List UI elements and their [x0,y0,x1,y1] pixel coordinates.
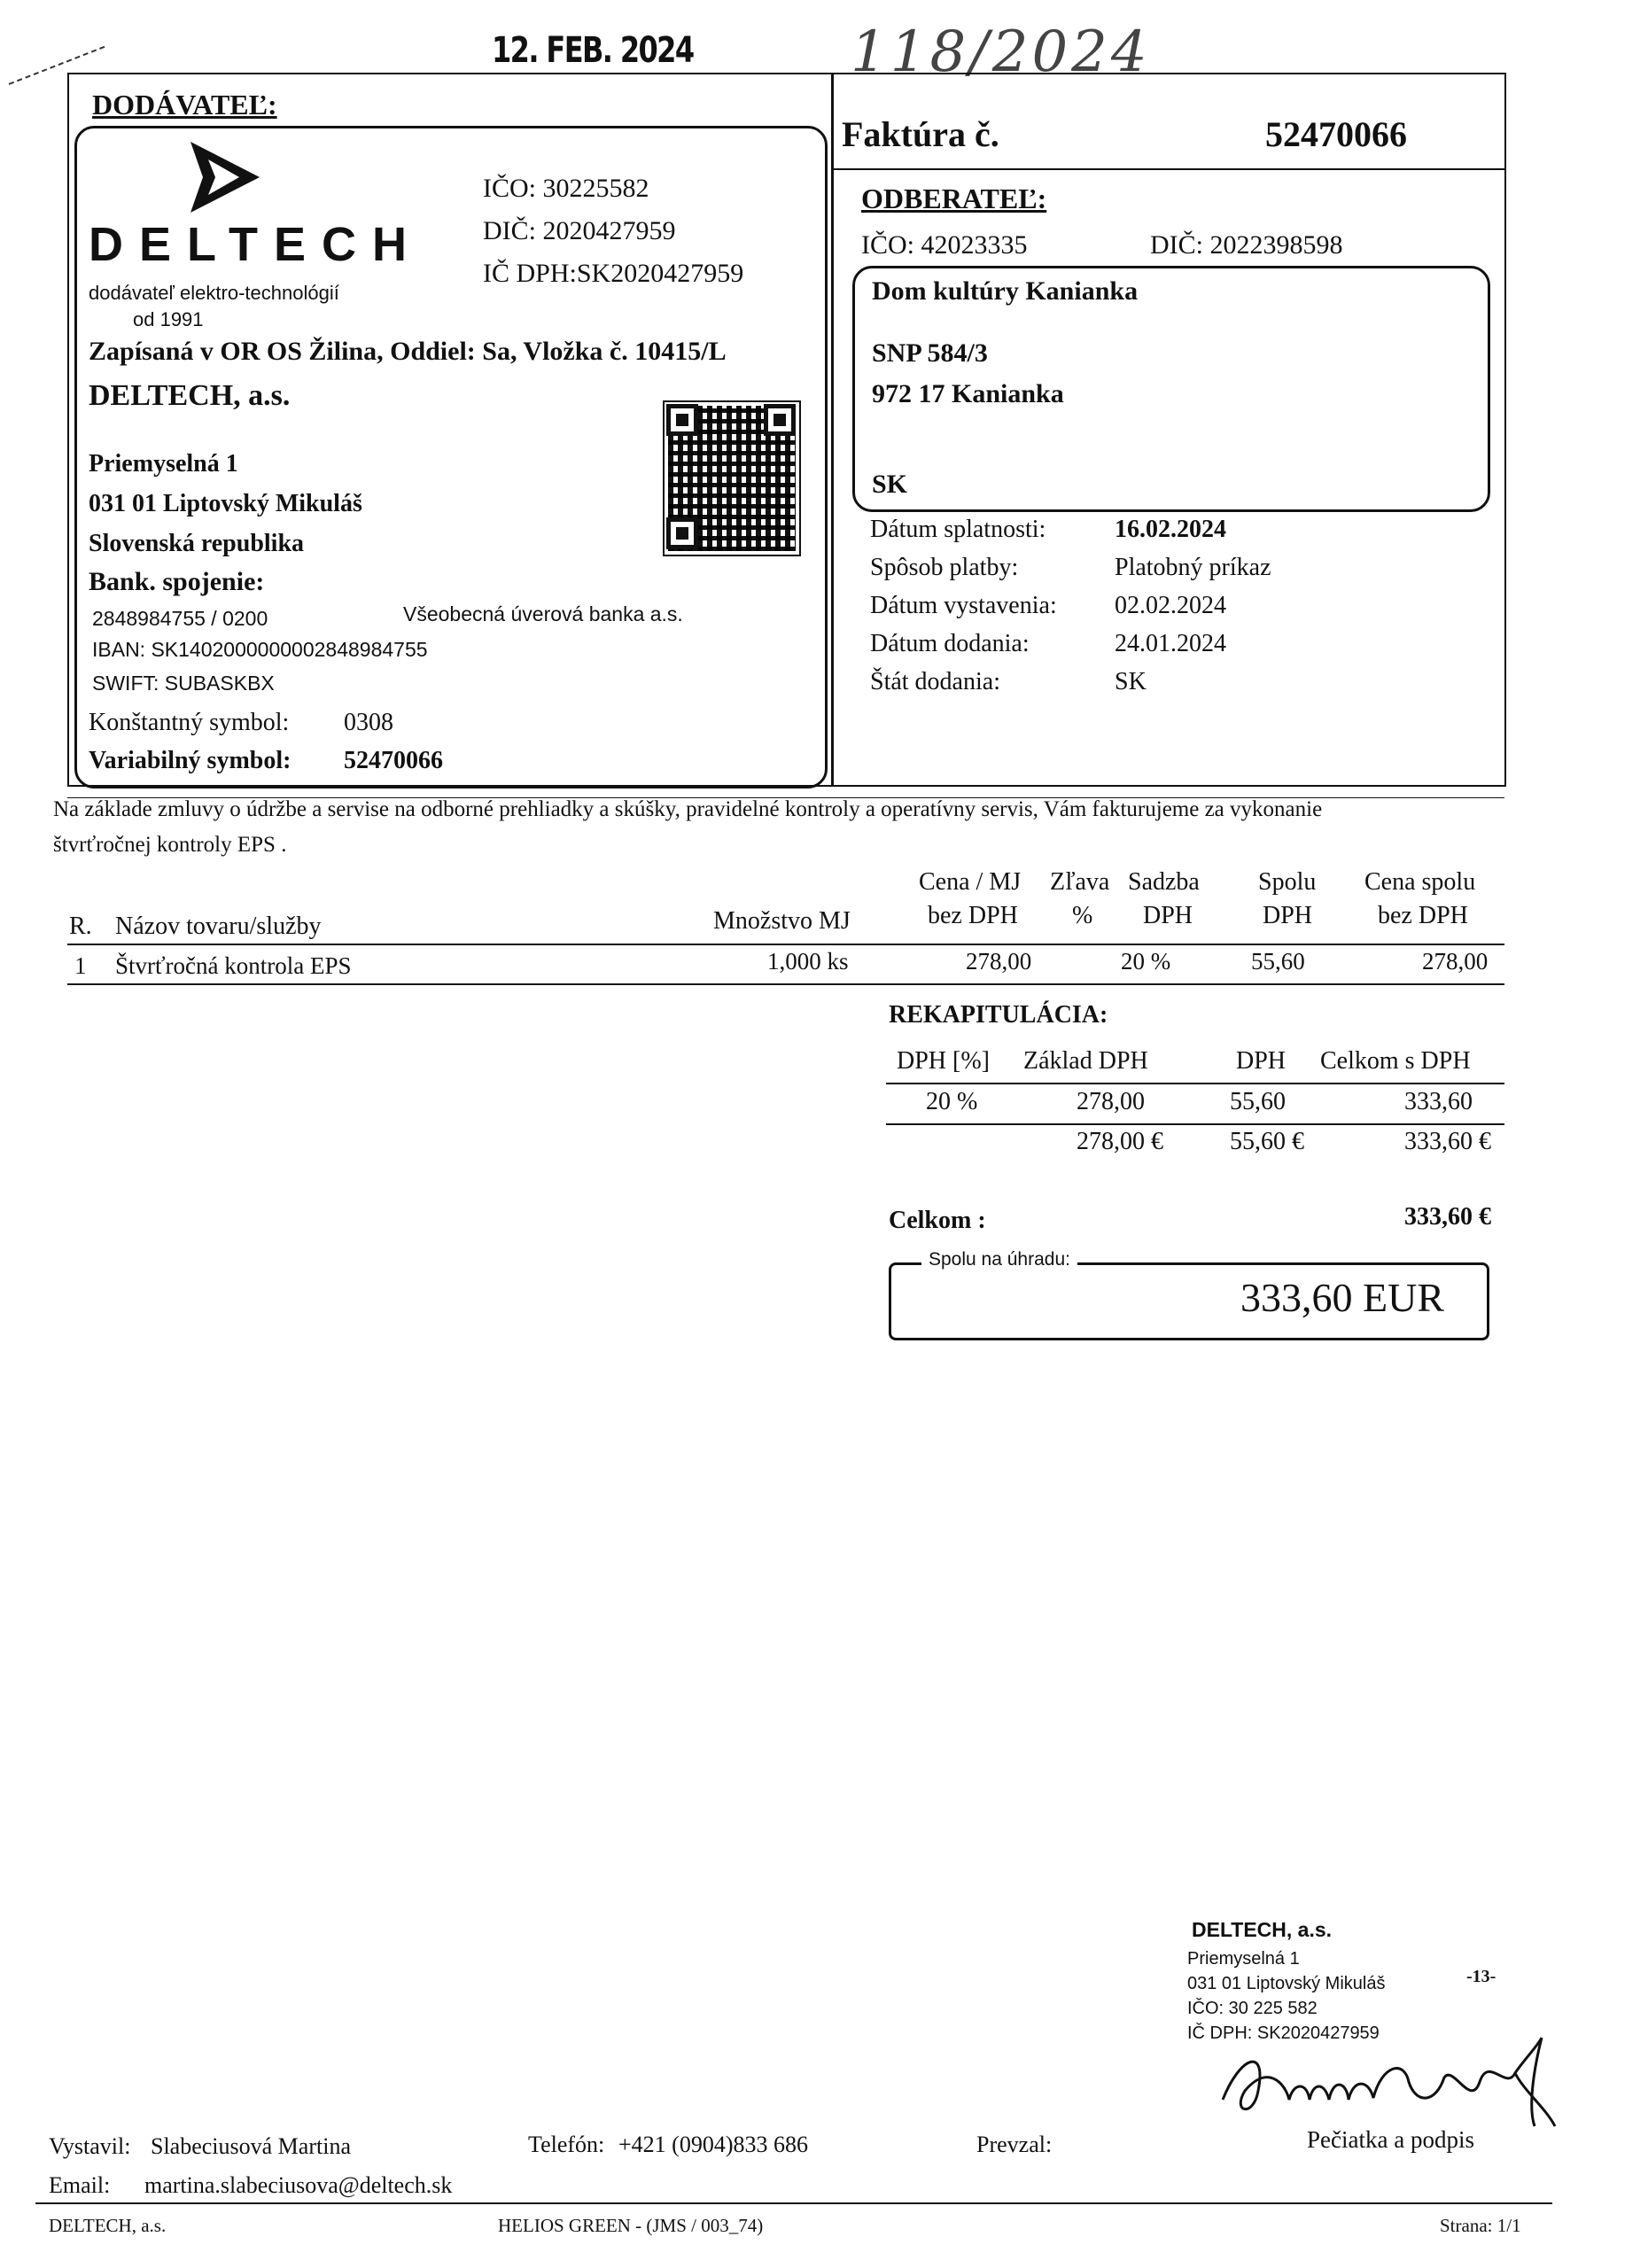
recap-vat: 55,60 [1230,1088,1286,1115]
footer-rule [35,2202,1552,2204]
item-rate: 20 % [1121,948,1171,975]
bank-name: Všeobecná úverová banka a.s. [403,602,683,625]
customer-heading: ODBERATEĽ: [861,183,1047,214]
qr-code [663,400,801,556]
col-discount-header: Zľava [1050,868,1110,896]
footer-page: Strana: 1/1 [1440,2215,1521,2236]
customer-name: Dom kultúry Kanianka [872,276,1139,306]
supplier-ico: IČO: 30225582 [483,174,649,203]
col-total-header: Cena spolu [1364,868,1476,896]
recap-vat-header: DPH [1236,1047,1287,1075]
items-bottom-rule [67,983,1504,985]
phone-label: Telefón: [528,2132,605,2157]
supplier-heading: DODÁVATEĽ: [92,89,277,120]
footer-system: HELIOS GREEN - (JMS / 003_74) [498,2215,764,2236]
signature-image [1205,2029,1577,2135]
item-total: 278,00 [1422,948,1489,975]
recap-row-rule [886,1123,1504,1125]
email-link[interactable]: martina.slabeciusova@deltech.sk [144,2172,453,2198]
supplier-registration: Zapísaná v OR OS Žilina, Oddiel: Sa, Vložka č. 10415/L [89,337,727,366]
item-row-number: 1 [74,952,87,979]
due-date-value: 16.02.2024 [1115,516,1226,543]
constant-symbol: 0308 [344,709,393,736]
recap-rate: 20 % [926,1088,978,1115]
email-label: Email: [49,2172,111,2198]
header-divider [831,73,834,787]
recap-total: 333,60 [1404,1088,1473,1115]
col-price-header: Cena / MJ [919,868,1022,896]
customer-dic: DIČ: 2022398598 [1150,230,1343,260]
stamp-company: DELTECH, a.s. [1192,1918,1333,1941]
total-label: Celkom : [889,1207,986,1234]
issued-by-name: Slabeciusová Martina [151,2133,351,2159]
recap-base: 278,00 [1077,1088,1145,1115]
delivery-date-label: Dátum dodania: [870,630,1030,657]
recap-base-header: Základ DPH [1023,1047,1148,1075]
supplier-dic: DIČ: 2020427959 [483,216,676,245]
col-name-header: Názov tovaru/služby [115,913,322,940]
stamp-ico: IČO: 30 225 582 [1187,1999,1318,2018]
delivery-date-value: 24.01.2024 [1115,630,1226,657]
payment-method-label: Spôsob platby: [870,554,1019,581]
intro-text: Na základe zmluvy o údržbe a servise na odborné prehliadky a skúšky, pravidelné kontroly a operatívny servis, Vám fakturujeme za vykonanie [53,797,1323,821]
bank-iban: IBAN: SK1402000000002848984755 [92,638,428,661]
col-total-header-2: bez DPH [1378,902,1468,929]
customer-ico: IČO: 42023335 [861,230,1028,260]
col-row-header: R. [69,913,92,940]
deltech-logo-icon [182,137,266,217]
stamp-mark: -13- [1466,1967,1496,1986]
payable-value: 333,60 EUR [1240,1275,1444,1320]
variable-symbol: 52470066 [344,747,443,774]
due-date-label: Dátum splatnosti: [870,516,1046,543]
issue-date-value: 02.02.2024 [1115,592,1226,619]
stamp-ic-dph: IČ DPH: SK2020427959 [1187,2023,1380,2043]
payable-label: Spolu na úhradu: [921,1249,1077,1270]
payment-method-value: Platobný príkaz [1115,554,1271,581]
col-discount-header-2: % [1072,902,1093,929]
recap-sum-base: 278,00 € [1077,1128,1163,1155]
col-qty-header: Množstvo MJ [713,907,851,935]
total-value: 333,60 € [1404,1203,1491,1231]
stamp-street: Priemyselná 1 [1187,1949,1300,1969]
supplier-country: Slovenská republika [89,530,305,557]
signature-label: Pečiatka a podpis [1307,2126,1474,2153]
items-header-rule [67,944,1504,945]
recap-total-header: Celkom s DPH [1320,1047,1471,1075]
bank-swift: SWIFT: SUBASKBX [92,672,275,695]
bank-account: 2848984755 / 0200 [92,607,268,630]
supplier-street: Priemyselná 1 [89,450,238,478]
supplier-ic-dph: IČ DPH:SK2020427959 [483,259,744,288]
recap-sum-vat: 55,60 € [1230,1128,1304,1155]
footer-company: DELTECH, a.s. [49,2215,167,2236]
col-rate-header: Sadzba [1128,868,1200,896]
item-price: 278,00 [966,948,1032,975]
delivery-country-value: SK [1115,668,1147,695]
phone-number: +421 (0904)833 686 [618,2132,808,2157]
invoice-number: 52470066 [1265,114,1407,154]
bank-heading: Bank. spojenie: [89,567,265,596]
logo-tagline-year: od 1991 [133,308,204,330]
issued-by-label: Vystavil: [49,2133,131,2159]
col-vat-header-2: DPH [1263,902,1313,929]
variable-symbol-label: Variabilný symbol: [89,747,292,774]
customer-country: SK [872,470,908,499]
col-price-header-2: bez DPH [928,902,1018,929]
intro-text-continued: štvrťročnej kontroly EPS . [53,833,287,857]
logo-tagline: dodávateľ elektro-technológií [89,282,339,304]
item-vat: 55,60 [1251,948,1305,975]
stamp-city: 031 01 Liptovský Mikuláš [1187,1974,1386,1993]
col-vat-header: Spolu [1258,868,1317,896]
issue-date-label: Dátum vystavenia: [870,592,1057,619]
recap-header-rule [886,1083,1504,1084]
item-name: Štvrťročná kontrola EPS [115,952,352,979]
delivery-country-label: Štát dodania: [870,668,1000,695]
supplier-name: DELTECH, a.s. [89,379,291,412]
logo-text: DELTECH [89,218,423,271]
recap-sum-total: 333,60 € [1404,1128,1491,1155]
registry-number-handwritten: 118/2024 [851,19,1151,85]
item-qty: 1,000 ks [767,948,849,975]
recap-rate-header: DPH [%] [897,1047,990,1075]
customer-city: 972 17 Kanianka [872,379,1064,408]
supplier-city: 031 01 Liptovský Mikuláš [89,490,362,517]
customer-street: SNP 584/3 [872,338,988,368]
received-date-stamp: 12. FEB. 2024 [492,30,694,71]
received-by-label: Prevzal: [976,2132,1053,2157]
recap-heading: REKAPITULÁCIA: [889,1001,1108,1029]
col-rate-header-2: DPH [1143,902,1193,929]
constant-symbol-label: Konštantný symbol: [89,709,290,736]
invoice-title: Faktúra č. [842,114,999,154]
invoice-title-rule [833,168,1504,170]
